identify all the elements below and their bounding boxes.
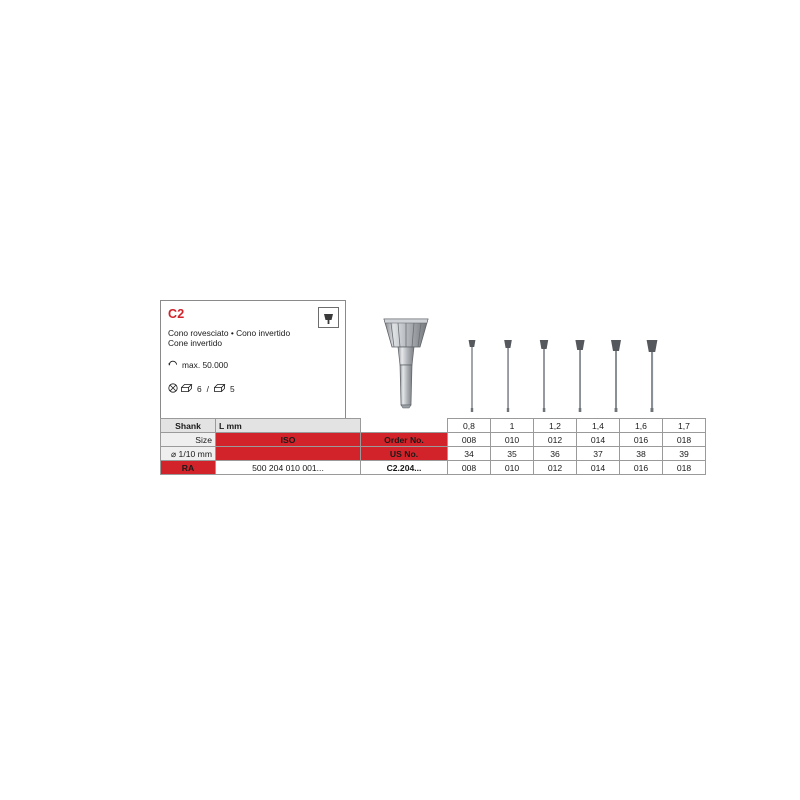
length-value-6: 1,7 <box>663 419 706 433</box>
sterile-pack-icon <box>168 383 178 395</box>
specification-table <box>160 418 706 475</box>
table-row-us <box>161 447 706 461</box>
iso-size-4: 014 <box>577 433 620 447</box>
table-row-ra <box>161 461 706 475</box>
product-code: C2 <box>168 307 185 321</box>
us-number-header: US No. <box>361 447 448 461</box>
size-label: Size <box>161 433 216 447</box>
iso-size-5: 016 <box>620 433 663 447</box>
ra-size-2: 010 <box>491 461 534 475</box>
ra-size-1: 008 <box>448 461 491 475</box>
bur-illustration-016 <box>598 336 634 414</box>
pack-separator: / <box>206 384 209 394</box>
inverted-cone-shape-icon <box>318 307 339 328</box>
length-value-5: 1,6 <box>620 419 663 433</box>
us-number-2: 35 <box>491 447 534 461</box>
header-row <box>160 300 640 418</box>
bur-illustration-012 <box>526 336 562 414</box>
length-value-1: 0,8 <box>448 419 491 433</box>
shank-header: Shank <box>161 419 216 433</box>
bur-illustration-014 <box>562 336 598 414</box>
ra-iso-code: 500 204 010 001... <box>216 461 361 475</box>
length-header: L mm <box>216 419 361 433</box>
box-pack-icon <box>181 383 194 395</box>
spacer-cell-1 <box>361 419 448 433</box>
iso-size-3: 012 <box>534 433 577 447</box>
rotation-speed-icon <box>168 359 178 371</box>
us-number-3: 36 <box>534 447 577 461</box>
box-pack-icon-2 <box>214 383 227 395</box>
us-number-4: 37 <box>577 447 620 461</box>
length-value-2: 1 <box>491 419 534 433</box>
pack-quantity-a: 6 <box>197 384 202 394</box>
iso-size-6: 018 <box>663 433 706 447</box>
ra-size-4: 014 <box>577 461 620 475</box>
product-datasheet <box>160 300 692 475</box>
iso-size-2: 010 <box>491 433 534 447</box>
order-header: Order No. <box>361 433 448 447</box>
us-number-1: 34 <box>448 447 491 461</box>
bur-illustration-010 <box>490 336 526 414</box>
max-speed-row <box>168 359 338 371</box>
product-info-box <box>160 300 346 418</box>
ra-size-3: 012 <box>534 461 577 475</box>
product-description-line-1: Cono rovesciato • Cono invertido <box>168 328 291 338</box>
length-value-4: 1,4 <box>577 419 620 433</box>
bur-size-illustrations <box>454 336 670 414</box>
bur-drawings <box>346 300 640 418</box>
bur-illustration-018 <box>634 336 670 414</box>
ra-size-5: 016 <box>620 461 663 475</box>
product-description-line-2: Cone invertido <box>168 338 223 348</box>
ra-label: RA <box>161 461 216 475</box>
max-speed-label: max. 50.000 <box>182 360 229 370</box>
table-row-length <box>161 419 706 433</box>
length-value-3: 1,2 <box>534 419 577 433</box>
ra-size-6: 018 <box>663 461 706 475</box>
iso-size-1: 008 <box>448 433 491 447</box>
iso-subheader-blank <box>216 447 361 461</box>
table-row-iso <box>161 433 706 447</box>
us-number-5: 38 <box>620 447 663 461</box>
packaging-row <box>168 383 338 395</box>
iso-header: ISO <box>216 433 361 447</box>
ra-order-code: C2.204... <box>361 461 448 475</box>
diameter-label: ⌀ 1/10 mm <box>161 447 216 461</box>
bur-illustration-008 <box>454 336 490 414</box>
us-number-6: 39 <box>663 447 706 461</box>
pack-quantity-b: 5 <box>230 384 235 394</box>
bur-illustration-large <box>370 313 442 414</box>
